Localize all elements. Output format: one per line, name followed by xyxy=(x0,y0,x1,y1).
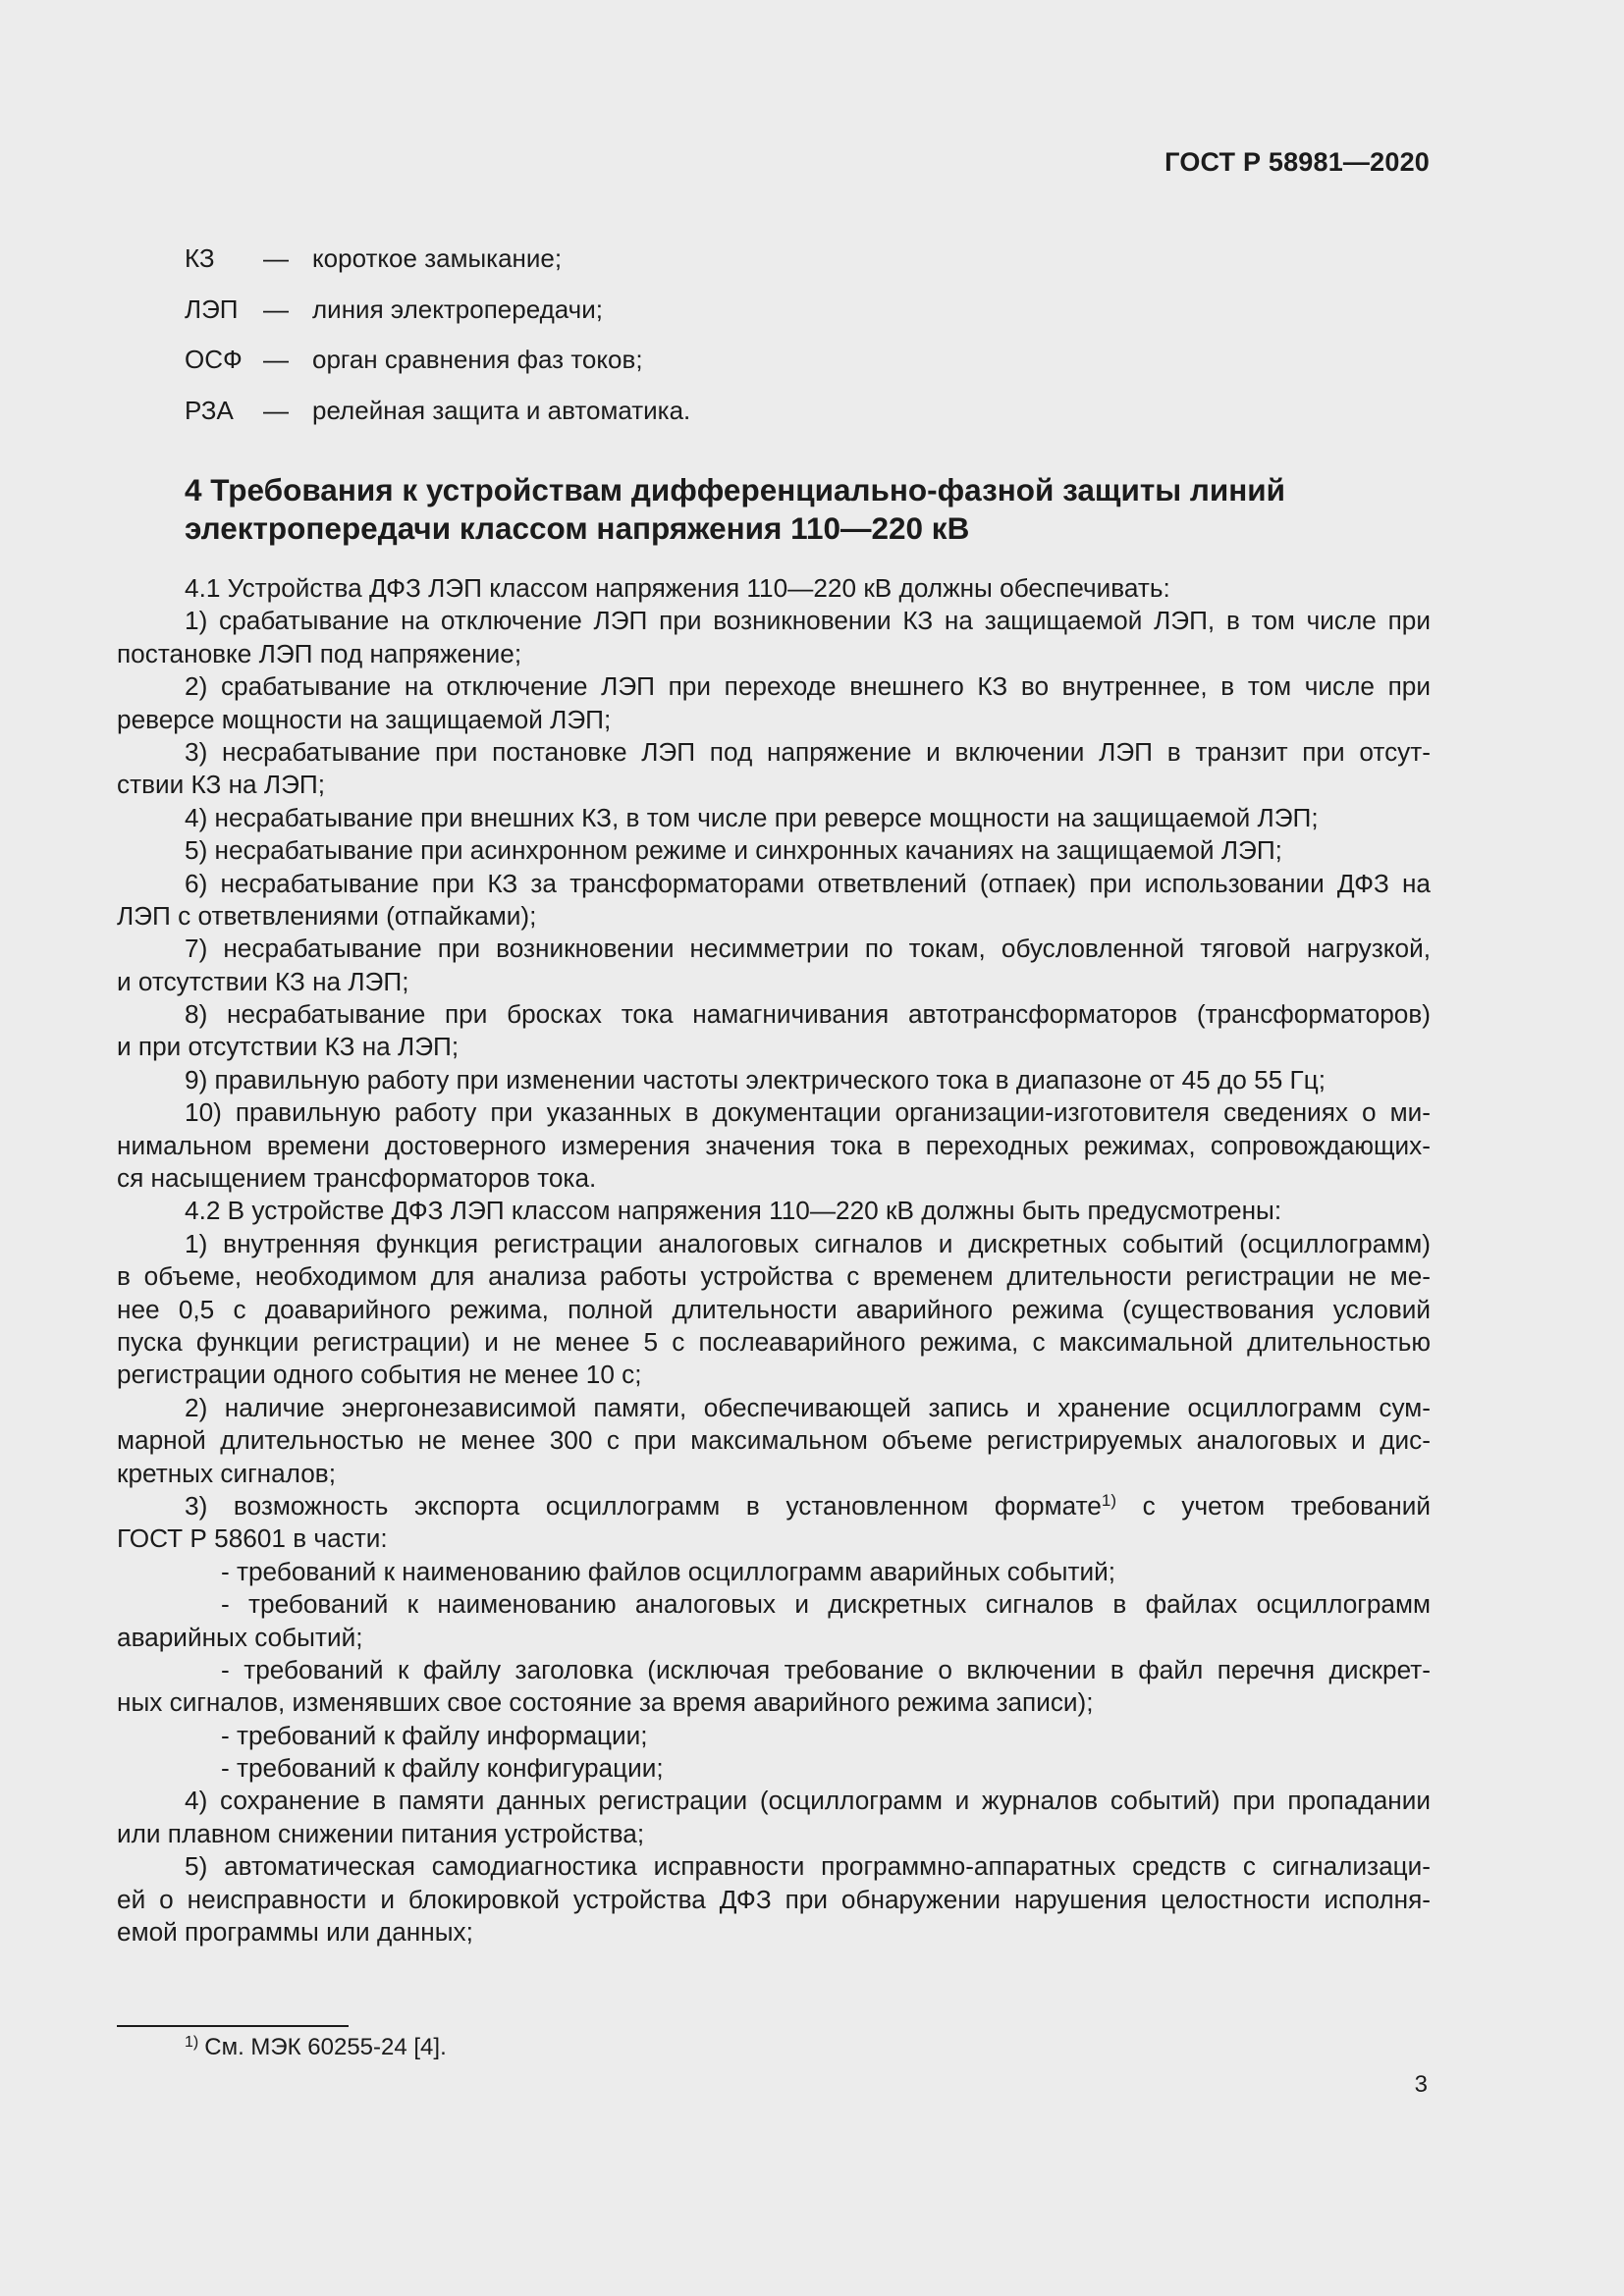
paragraph-line: в объеме, необходимом для анализа работы устройства с временем длительности регистрации не ме- xyxy=(117,1261,1431,1292)
abbreviation-dash: — xyxy=(263,243,289,273)
paragraph-line: ей о неисправности и блокировкой устройства ДФЗ при обнаружении нарушения целостности исполня- xyxy=(117,1884,1431,1914)
paragraph-line: и отсутствии КЗ на ЛЭП; xyxy=(117,966,409,996)
paragraph-line: 1) срабатывание на отключение ЛЭП при возникновении КЗ на защищаемой ЛЭП, в том числе при xyxy=(185,606,1431,636)
paragraph-text: 3) возможность экспорта осциллограмм в установленном формате xyxy=(185,1490,1102,1521)
abbreviation-list xyxy=(185,241,1363,444)
paragraph-line: 4) сохранение в памяти данных регистрации (осциллограмм и журналов событий) при пропадании xyxy=(185,1786,1431,1816)
abbreviation-item xyxy=(185,394,1363,445)
abbreviation-definition: линия электропередачи; xyxy=(312,294,603,324)
footnote xyxy=(185,2032,447,2063)
paragraph-line: 5) несрабатывание при асинхронном режиме и синхронных качаниях на защищаемой ЛЭП; xyxy=(185,835,1282,866)
paragraph-line: 8) несрабатывание при бросках тока намагничивания автотрансформаторов (трансформаторов) xyxy=(185,999,1431,1030)
abbreviation-item xyxy=(185,343,1363,394)
body-text xyxy=(117,572,1431,1949)
paragraph-line: нимальном времени достоверного измерения значения тока в переходных режимах, сопровождающих- xyxy=(117,1130,1431,1160)
abbreviation-item xyxy=(185,293,1363,344)
paragraph-line: 5) автоматическая самодиагностика исправности программно-аппаратных средств с сигнализаци- xyxy=(185,1851,1431,1882)
document-code: ГОСТ Р 58981—2020 xyxy=(1164,147,1430,177)
paragraph-line: 4) несрабатывание при внешних КЗ, в том числе при реверсе мощности на защищаемой ЛЭП; xyxy=(185,802,1319,832)
paragraph-line: 4.1 Устройства ДФЗ ЛЭП классом напряжения 110—220 кВ должны обеспечивать: xyxy=(185,573,1170,603)
list-item: - требований к наименованию аналоговых и дискретных сигналов в файлах осциллограмм xyxy=(221,1589,1431,1620)
list-item: - требований к файлу информации; xyxy=(221,1720,648,1750)
paragraph-line: аварийных событий; xyxy=(117,1622,363,1652)
abbreviation-term: РЗА xyxy=(185,395,234,425)
paragraph-line xyxy=(117,1490,1431,1522)
paragraph-line: 2) наличие энергонезависимой памяти, обеспечивающей запись и хранение осциллограмм сум- xyxy=(185,1392,1431,1422)
section-heading xyxy=(185,471,1432,548)
footnote-reference[interactable]: 1) xyxy=(1101,1490,1116,1510)
paragraph-line: или плавном снижении питания устройства; xyxy=(117,1818,645,1848)
paragraph-line: и при отсутствии КЗ на ЛЭП; xyxy=(117,1032,460,1062)
footnote-text: См. МЭК 60255-24 [4]. xyxy=(204,2034,447,2060)
paragraph-line: 9) правильную работу при изменении частоты электрического тока в диапазоне от 45 до 55 Гц; xyxy=(185,1064,1326,1095)
paragraph-line: постановке ЛЭП под напряжение; xyxy=(117,638,522,668)
list-item: - требований к файлу конфигурации; xyxy=(221,1753,664,1784)
paragraph-line: 10) правильную работу при указанных в документации организации-изготовителя сведениях о ми- xyxy=(185,1097,1431,1128)
paragraph-line: кретных сигналов; xyxy=(117,1458,336,1488)
paragraph-line: ствии КЗ на ЛЭП; xyxy=(117,770,325,800)
abbreviation-term: КЗ xyxy=(185,243,215,273)
paragraph-line: ГОСТ Р 58601 в части: xyxy=(117,1523,388,1554)
paragraph-text: с учетом требований xyxy=(1142,1490,1432,1521)
list-item: - требований к файлу заголовка (исключая требование о включении в файл перечня дискрет- xyxy=(221,1654,1431,1684)
abbreviation-definition: орган сравнения фаз токов; xyxy=(312,345,643,374)
paragraph-line: 2) срабатывание на отключение ЛЭП при переходе внешнего КЗ во внутреннее, в том числе при xyxy=(185,671,1431,702)
abbreviation-definition: короткое замыкание; xyxy=(312,243,563,273)
abbreviation-dash: — xyxy=(263,294,289,324)
footnote-divider xyxy=(117,2025,349,2027)
paragraph-line: 1) внутренняя функция регистрации аналоговых сигналов и дискретных событий (осциллограмм) xyxy=(185,1228,1431,1258)
paragraph-line: 7) несрабатывание при возникновении несимметрии по токам, обусловленной тяговой нагрузкой, xyxy=(185,934,1431,964)
section-heading-line: электропередачи классом напряжения 110—220 кВ xyxy=(185,510,970,546)
paragraph-line: емой программы или данных; xyxy=(117,1917,473,1948)
abbreviation-definition: релейная защита и автоматика. xyxy=(312,395,691,425)
paragraph-line: нее 0,5 с доаварийного режима, полной длительности аварийного режима (существования условий xyxy=(117,1294,1431,1324)
abbreviation-term: ОСФ xyxy=(185,345,243,374)
paragraph-line: марной длительностью не менее 300 с при максимальном объеме регистрируемых аналоговых и дис- xyxy=(117,1425,1431,1456)
page-number: 3 xyxy=(1414,2071,1428,2098)
paragraph-line: ных сигналов, изменявших свое состояние за время аварийного режима записи); xyxy=(117,1687,1094,1718)
paragraph-line: регистрации одного события не менее 10 с; xyxy=(117,1360,642,1390)
paragraph-line: пуска функции регистрации) и не менее 5 с послеаварийного режима, с максимальной длительностью xyxy=(117,1326,1431,1357)
abbreviation-item xyxy=(185,241,1363,293)
paragraph-line: ЛЭП с ответвлениями (отпайками); xyxy=(117,900,537,931)
section-heading-line: 4 Требования к устройствам дифференциально-фазной защиты линий xyxy=(185,472,1286,507)
paragraph-line: 4.2 В устройстве ДФЗ ЛЭП классом напряжения 110—220 кВ должны быть предусмотрены: xyxy=(185,1196,1282,1226)
paragraph-line: 6) несрабатывание при КЗ за трансформаторами ответвлений (отпаек) при использовании ДФЗ на xyxy=(185,868,1431,898)
abbreviation-dash: — xyxy=(263,395,289,425)
paragraph-line: ся насыщением трансформаторов тока. xyxy=(117,1163,597,1194)
abbreviation-dash: — xyxy=(263,345,289,374)
list-item: - требований к наименованию файлов осциллограмм аварийных событий; xyxy=(221,1556,1115,1586)
paragraph-line: реверсе мощности на защищаемой ЛЭП; xyxy=(117,704,612,734)
footnote-marker: 1) xyxy=(185,2034,199,2051)
paragraph-line: 3) несрабатывание при постановке ЛЭП под напряжение и включении ЛЭП в транзит при отсут- xyxy=(185,736,1431,767)
abbreviation-term: ЛЭП xyxy=(185,294,239,324)
